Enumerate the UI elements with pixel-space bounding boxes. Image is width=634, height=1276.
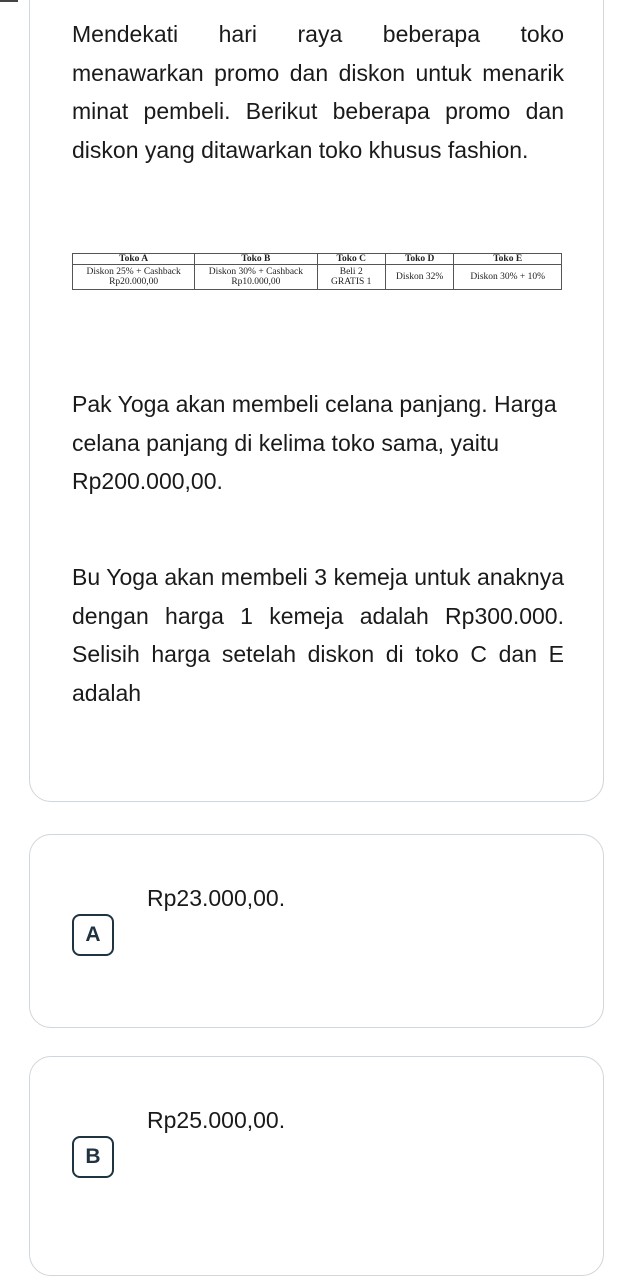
question-paragraph-pak-yoga: Pak Yoga akan membeli celana panjang. Harga celana panjang di kelima toko sama, yaitu Rp200.000,00.: [72, 391, 557, 494]
table-cell: [73, 265, 195, 290]
question-intro-text: Mendekati hari raya beberapa toko menawarkan promo dan diskon untuk menarik minat pembeli. Berikut beberapa promo dan diskon yang ditawarkan toko khusus fashion.: [72, 21, 564, 163]
table-cell-line: Rp10.000,00: [231, 277, 281, 287]
table-cell-line: Diskon 30% + 10%: [470, 272, 546, 282]
answer-option-text: Rp25.000,00.: [147, 1107, 286, 1133]
table-cell-line: GRATIS 1: [331, 277, 372, 287]
answer-option-letter-badge: A: [72, 914, 114, 956]
promo-table-row: [73, 265, 562, 290]
answer-option-text: Rp23.000,00.: [147, 885, 286, 911]
table-cell-line: Diskon 30% + Cashback: [208, 267, 304, 277]
table-cell: [385, 265, 453, 290]
table-header-cell: Toko A: [73, 254, 195, 265]
table-cell: [195, 265, 317, 290]
table-header-cell: Toko E: [454, 254, 562, 265]
table-cell: [454, 265, 562, 290]
table-cell: [317, 265, 385, 290]
promo-table-header-row: [73, 254, 562, 265]
table-header-cell: Toko D: [385, 254, 453, 265]
table-cell-line: Beli 2: [339, 267, 363, 277]
table-header-cell: Toko C: [317, 254, 385, 265]
answer-option-letter-badge: B: [72, 1136, 114, 1178]
table-cell-line: Diskon 25% + Cashback: [86, 267, 181, 277]
promo-table: [72, 253, 562, 290]
answer-option-b[interactable]: [29, 1056, 604, 1276]
answer-option-a[interactable]: [29, 834, 604, 1028]
question-paragraph-bu-yoga: Bu Yoga akan membeli 3 kemeja untuk anaknya dengan harga 1 kemeja adalah Rp300.000. Selisih harga setelah diskon di toko C dan E adalah: [72, 564, 564, 706]
top-edge-mark: [0, 0, 18, 2]
table-header-cell: Toko B: [195, 254, 317, 265]
table-cell-line: Diskon 32%: [396, 272, 444, 282]
table-cell-line: Rp20.000,00: [109, 277, 159, 287]
